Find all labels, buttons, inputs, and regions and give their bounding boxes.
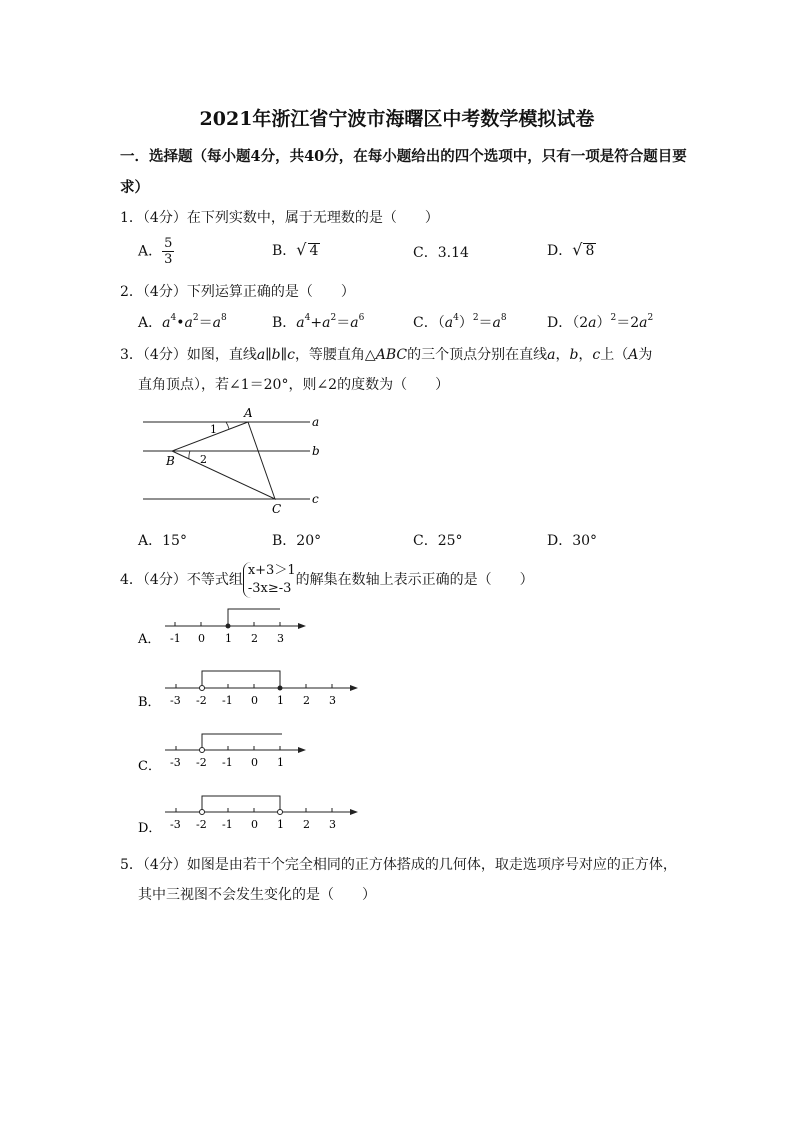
fraction: $\frac{5}{3}$ [164,236,173,267]
q4-option-c-numberline [130,726,330,776]
question-2 [120,281,355,301]
vertex-b-label: B [166,454,175,468]
svg-text:2: 2 [303,818,310,831]
inequality-system: x+3＞1 -3x≥-3 [243,562,296,598]
option-label: C． [138,759,161,774]
q2-option-c: C．$(a^4)^2=a^8$ [413,313,507,331]
angle-1-label: 1 [210,423,217,436]
open-dot [200,810,205,815]
open-dot [200,748,205,753]
question-number: 2．（4分） [120,284,187,300]
question-number: 3．（4分） [120,347,187,363]
q3-option-b: B．20° [272,533,322,549]
svg-text:1: 1 [225,632,232,645]
q4-option-b-numberline [130,662,370,712]
question-3: 3．（4分）如图，直线a∥b∥c，等腰直角△ABC的三个顶点分别在直线a，b，c上（A为 [120,347,653,363]
svg-text:-3: -3 [170,756,181,769]
open-dot [200,686,205,691]
svg-text:-2: -2 [196,818,207,831]
svg-text:2: 2 [303,694,310,707]
svg-text:-2: -2 [196,756,207,769]
q3-option-a: A．15° [138,533,187,549]
question-5 [120,854,677,874]
svg-text:0: 0 [198,632,205,645]
svg-text:3: 3 [277,632,284,645]
q1-option-c: C．3.14 [413,245,469,261]
svg-text:-1: -1 [222,756,233,769]
svg-text:1: 1 [277,756,284,769]
question-number: 5．（4分） [120,857,187,873]
svg-text:0: 0 [251,818,258,831]
option-label: A． [138,632,161,647]
svg-text:3: 3 [329,694,336,707]
solid-dot [226,624,231,629]
option-label: D． [138,821,162,836]
angle-2-arc [189,451,190,459]
question-stem: 如图是由若干个完全相同的正方体搭成的几何体，取走选项序号对应的正方体， [186,857,677,873]
svg-text:-3: -3 [170,694,181,707]
angle-1-arc [226,422,229,429]
parallel-lines-figure [130,402,330,522]
ticks [176,746,280,750]
page-title: 2021年浙江省宁波市海曙区中考数学模拟试卷 [199,108,595,130]
q2-option-b: B．$a^4+a^2=a^6$ [272,313,365,331]
question-stem: 下列运算正确的是（ ） [186,284,355,300]
svg-text:-1: -1 [222,818,233,831]
svg-text:1: 1 [277,694,284,707]
svg-text:-2: -2 [196,694,207,707]
line-a-label: a [312,415,320,429]
q4-option-a-numberline [130,600,330,650]
question-3-cont: 直角顶点），若∠1＝20°，则∠2的度数为（ ） [138,377,450,393]
q3-option-c: C．25° [413,533,463,549]
svg-text:-1: -1 [170,632,181,645]
angle-2-label: 2 [200,453,207,466]
question-number: 1．（4分） [120,210,187,226]
section-heading-cont: 求） [120,179,149,196]
svg-text:0: 0 [251,694,258,707]
line-b-label: b [312,444,320,458]
question-1 [120,207,439,227]
q2-option-a: A．$a^4•a^2=a^8$ [138,313,227,331]
q3-option-d: D．30° [547,533,598,549]
svg-text:-1: -1 [222,694,233,707]
q1-option-d: D．√ 8 [547,240,595,259]
q2-option-d: D．$(2a)^2=2a^2$ [547,313,654,331]
vertex-a-label: A [244,406,253,420]
vertex-c-label: C [272,502,282,516]
question-stem: 在下列实数中，属于无理数的是（ ） [186,210,439,226]
svg-text:-3: -3 [170,818,181,831]
q4-option-d-numberline [130,788,370,838]
question-number: 4．（4分） [120,572,187,588]
q1-option-b: B．√ 4 [272,240,319,259]
section-heading: 一．选择题（每小题4分，共40分，在每小题给出的四个选项中，只有一项是符合题目要 [120,148,687,165]
triangle-abc [172,422,275,499]
line-c-label: c [312,492,319,506]
solid-dot [278,686,283,691]
question-5-cont: 其中三视图不会发生变化的是（ ） [138,887,376,903]
q1-option-a: A． $\frac{5}{3}$ [138,236,173,267]
open-dot [278,810,283,815]
svg-text:0: 0 [251,756,258,769]
svg-text:3: 3 [329,818,336,831]
question-4: 4．（4分）不等式组 x+3＞1 -3x≥-3 的解集在数轴上表示正确的是（ ） [120,563,534,596]
option-label: B． [138,695,161,710]
svg-text:2: 2 [251,632,258,645]
svg-text:1: 1 [277,818,284,831]
